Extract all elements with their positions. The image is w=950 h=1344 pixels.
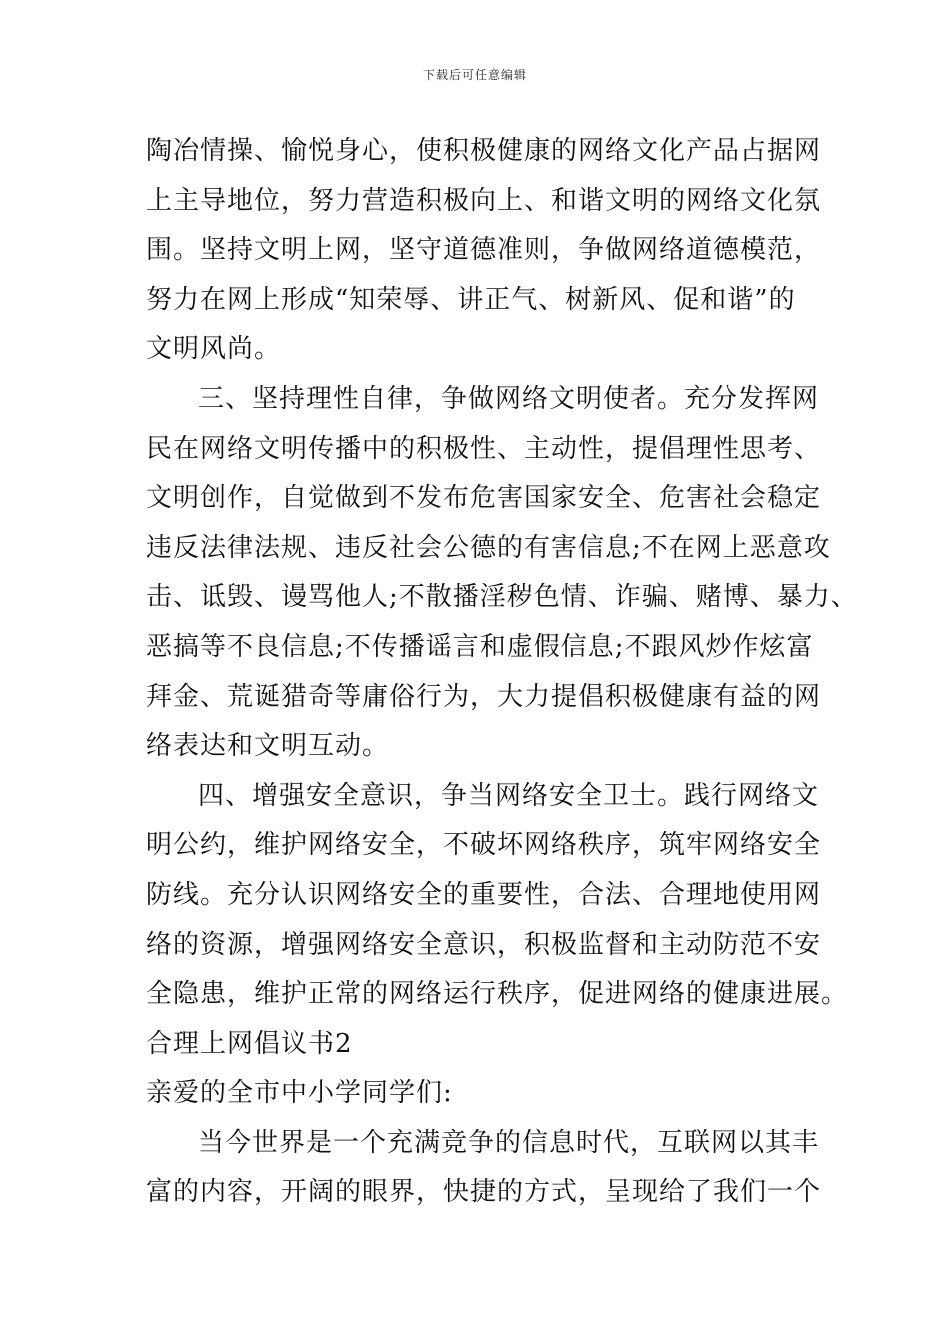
paragraph-start-line: 当今世界是一个充满竞争的信息时代，互联网以其丰 bbox=[198, 1127, 820, 1158]
text-line: 陶冶情操、愉悦身心，使积极健康的网络文化产品占据网 bbox=[146, 136, 822, 166]
salutation: 亲爱的全市中小学同学们: bbox=[146, 1078, 453, 1109]
document-body bbox=[146, 127, 858, 1218]
text-line: 防线。充分认识网络安全的重要性，合法、合理地使用网 bbox=[146, 879, 822, 910]
text-line: 恶搞等不良信息;不传播谣言和虚假信息;不跟风炒作炫富 bbox=[146, 631, 814, 662]
text-line: 违反法律法规、违反社会公德的有害信息;不在网上恶意攻 bbox=[146, 532, 831, 563]
text-line: 络表达和文明互动。 bbox=[146, 731, 390, 762]
text-line: 民在网络文明传播中的积极性、主动性，提倡理性思考、 bbox=[146, 433, 822, 464]
text-line: 击、诋毁、谩骂他人;不散播淫秽色情、诈骗、赌博、暴力、 bbox=[146, 582, 858, 613]
text-line: 络的资源，增强网络安全意识，积极监督和主动防范不安 bbox=[146, 929, 822, 960]
text-line: 拜金、荒诞猎奇等庸俗行为，大力提倡积极健康有益的网 bbox=[146, 681, 822, 712]
text-line: 围。坚持文明上网，坚守道德准则，争做网络道德模范， bbox=[146, 235, 822, 266]
text-line: 上主导地位，努力营造积极向上、和谐文明的网络文化氛 bbox=[146, 185, 822, 216]
text-line: 富的内容，开阔的眼界，快捷的方式，呈现给了我们一个 bbox=[146, 1177, 822, 1208]
text-line: 努力在网上形成“知荣辱、讲正气、树新风、促和谐”的 bbox=[146, 284, 796, 315]
page-header: 下载后可任意编辑 bbox=[422, 68, 527, 82]
text-line: 文明创作，自觉做到不发布危害国家安全、危害社会稳定 bbox=[146, 483, 822, 514]
paragraph-start-line: 三、坚持理性自律，争做网络文明使者。充分发挥网 bbox=[198, 383, 820, 414]
text-line: 明公约，维护网络安全，不破坏网络秩序，筑牢网络安全 bbox=[146, 830, 822, 861]
text-line: 文明风尚。 bbox=[146, 334, 282, 365]
section-title: 合理上网倡议书2 bbox=[146, 1028, 353, 1059]
paragraph-start-line: 四、增强安全意识，争当网络安全卫士。践行网络文 bbox=[198, 780, 820, 811]
text-line: 全隐患，维护正常的网络运行秩序，促进网络的健康进展。 bbox=[146, 979, 849, 1010]
